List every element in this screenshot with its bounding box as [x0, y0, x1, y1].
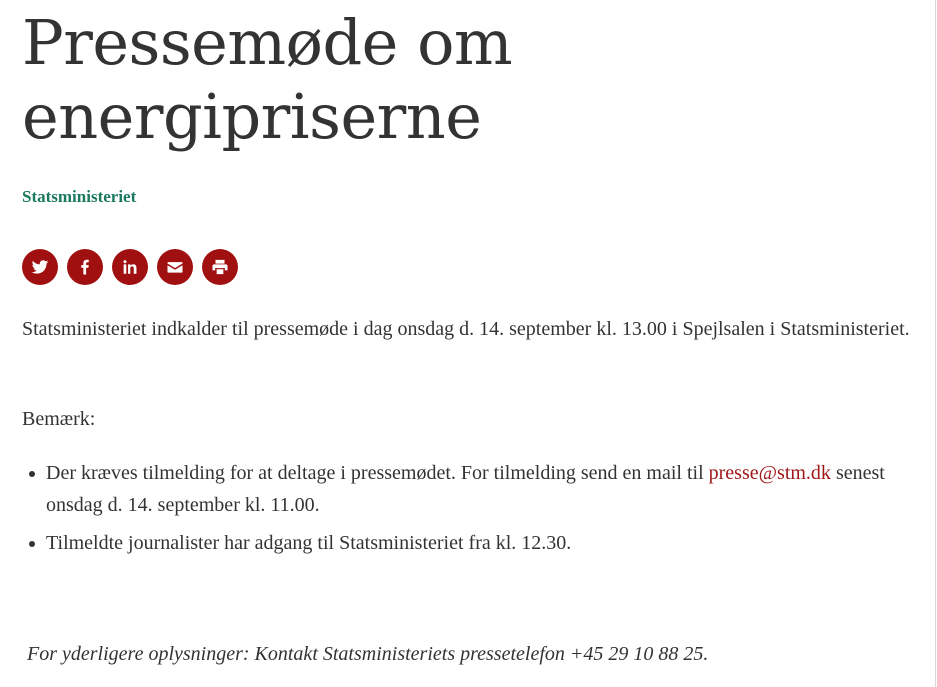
- list-item: [46, 527, 926, 559]
- article: [22, 0, 922, 665]
- share-linkedin-button[interactable]: [112, 249, 148, 285]
- share-print-button[interactable]: [202, 249, 238, 285]
- bullet2-text: Tilmeldte journalister har adgang til Statsministeriet fra kl. 12.30.: [46, 532, 572, 554]
- info-list: [22, 457, 926, 565]
- bullet1-text-before: Der kræves tilmelding for at deltage i pressemødet. For tilmelding send en mail til: [46, 462, 709, 484]
- page-title-line1: Pressemøde om: [22, 6, 513, 79]
- intro-text: Statsministeriet indkalder til pressemøde i dag onsdag d. 14. september kl. 13.00 i Spejlsalen i Statsministeriet.: [22, 318, 910, 340]
- share-mail-button[interactable]: [157, 249, 193, 285]
- note-label: Bemærk:: [22, 408, 96, 430]
- print-icon: [211, 258, 229, 276]
- twitter-icon: [31, 258, 49, 276]
- share-bar: [22, 249, 238, 285]
- press-email-link[interactable]: presse@stm.dk: [708, 462, 831, 484]
- intro-paragraph: [22, 313, 927, 345]
- share-twitter-button[interactable]: [22, 249, 58, 285]
- ministry-link[interactable]: Statsministeriet: [22, 187, 137, 206]
- mail-icon: [166, 258, 184, 276]
- linkedin-icon: [121, 258, 139, 276]
- facebook-icon: [76, 258, 94, 276]
- bullet1-text-after: senest onsdag d. 14. september kl. 11.00.: [46, 462, 885, 516]
- page-title: [22, 0, 922, 154]
- page-title-line2: energipriserne: [22, 80, 482, 153]
- list-item: [46, 457, 926, 521]
- share-facebook-button[interactable]: [67, 249, 103, 285]
- contact-note: For yderligere oplysninger: Kontakt Statsministeriets pressetelefon +45 29 10 88 25.: [27, 643, 709, 665]
